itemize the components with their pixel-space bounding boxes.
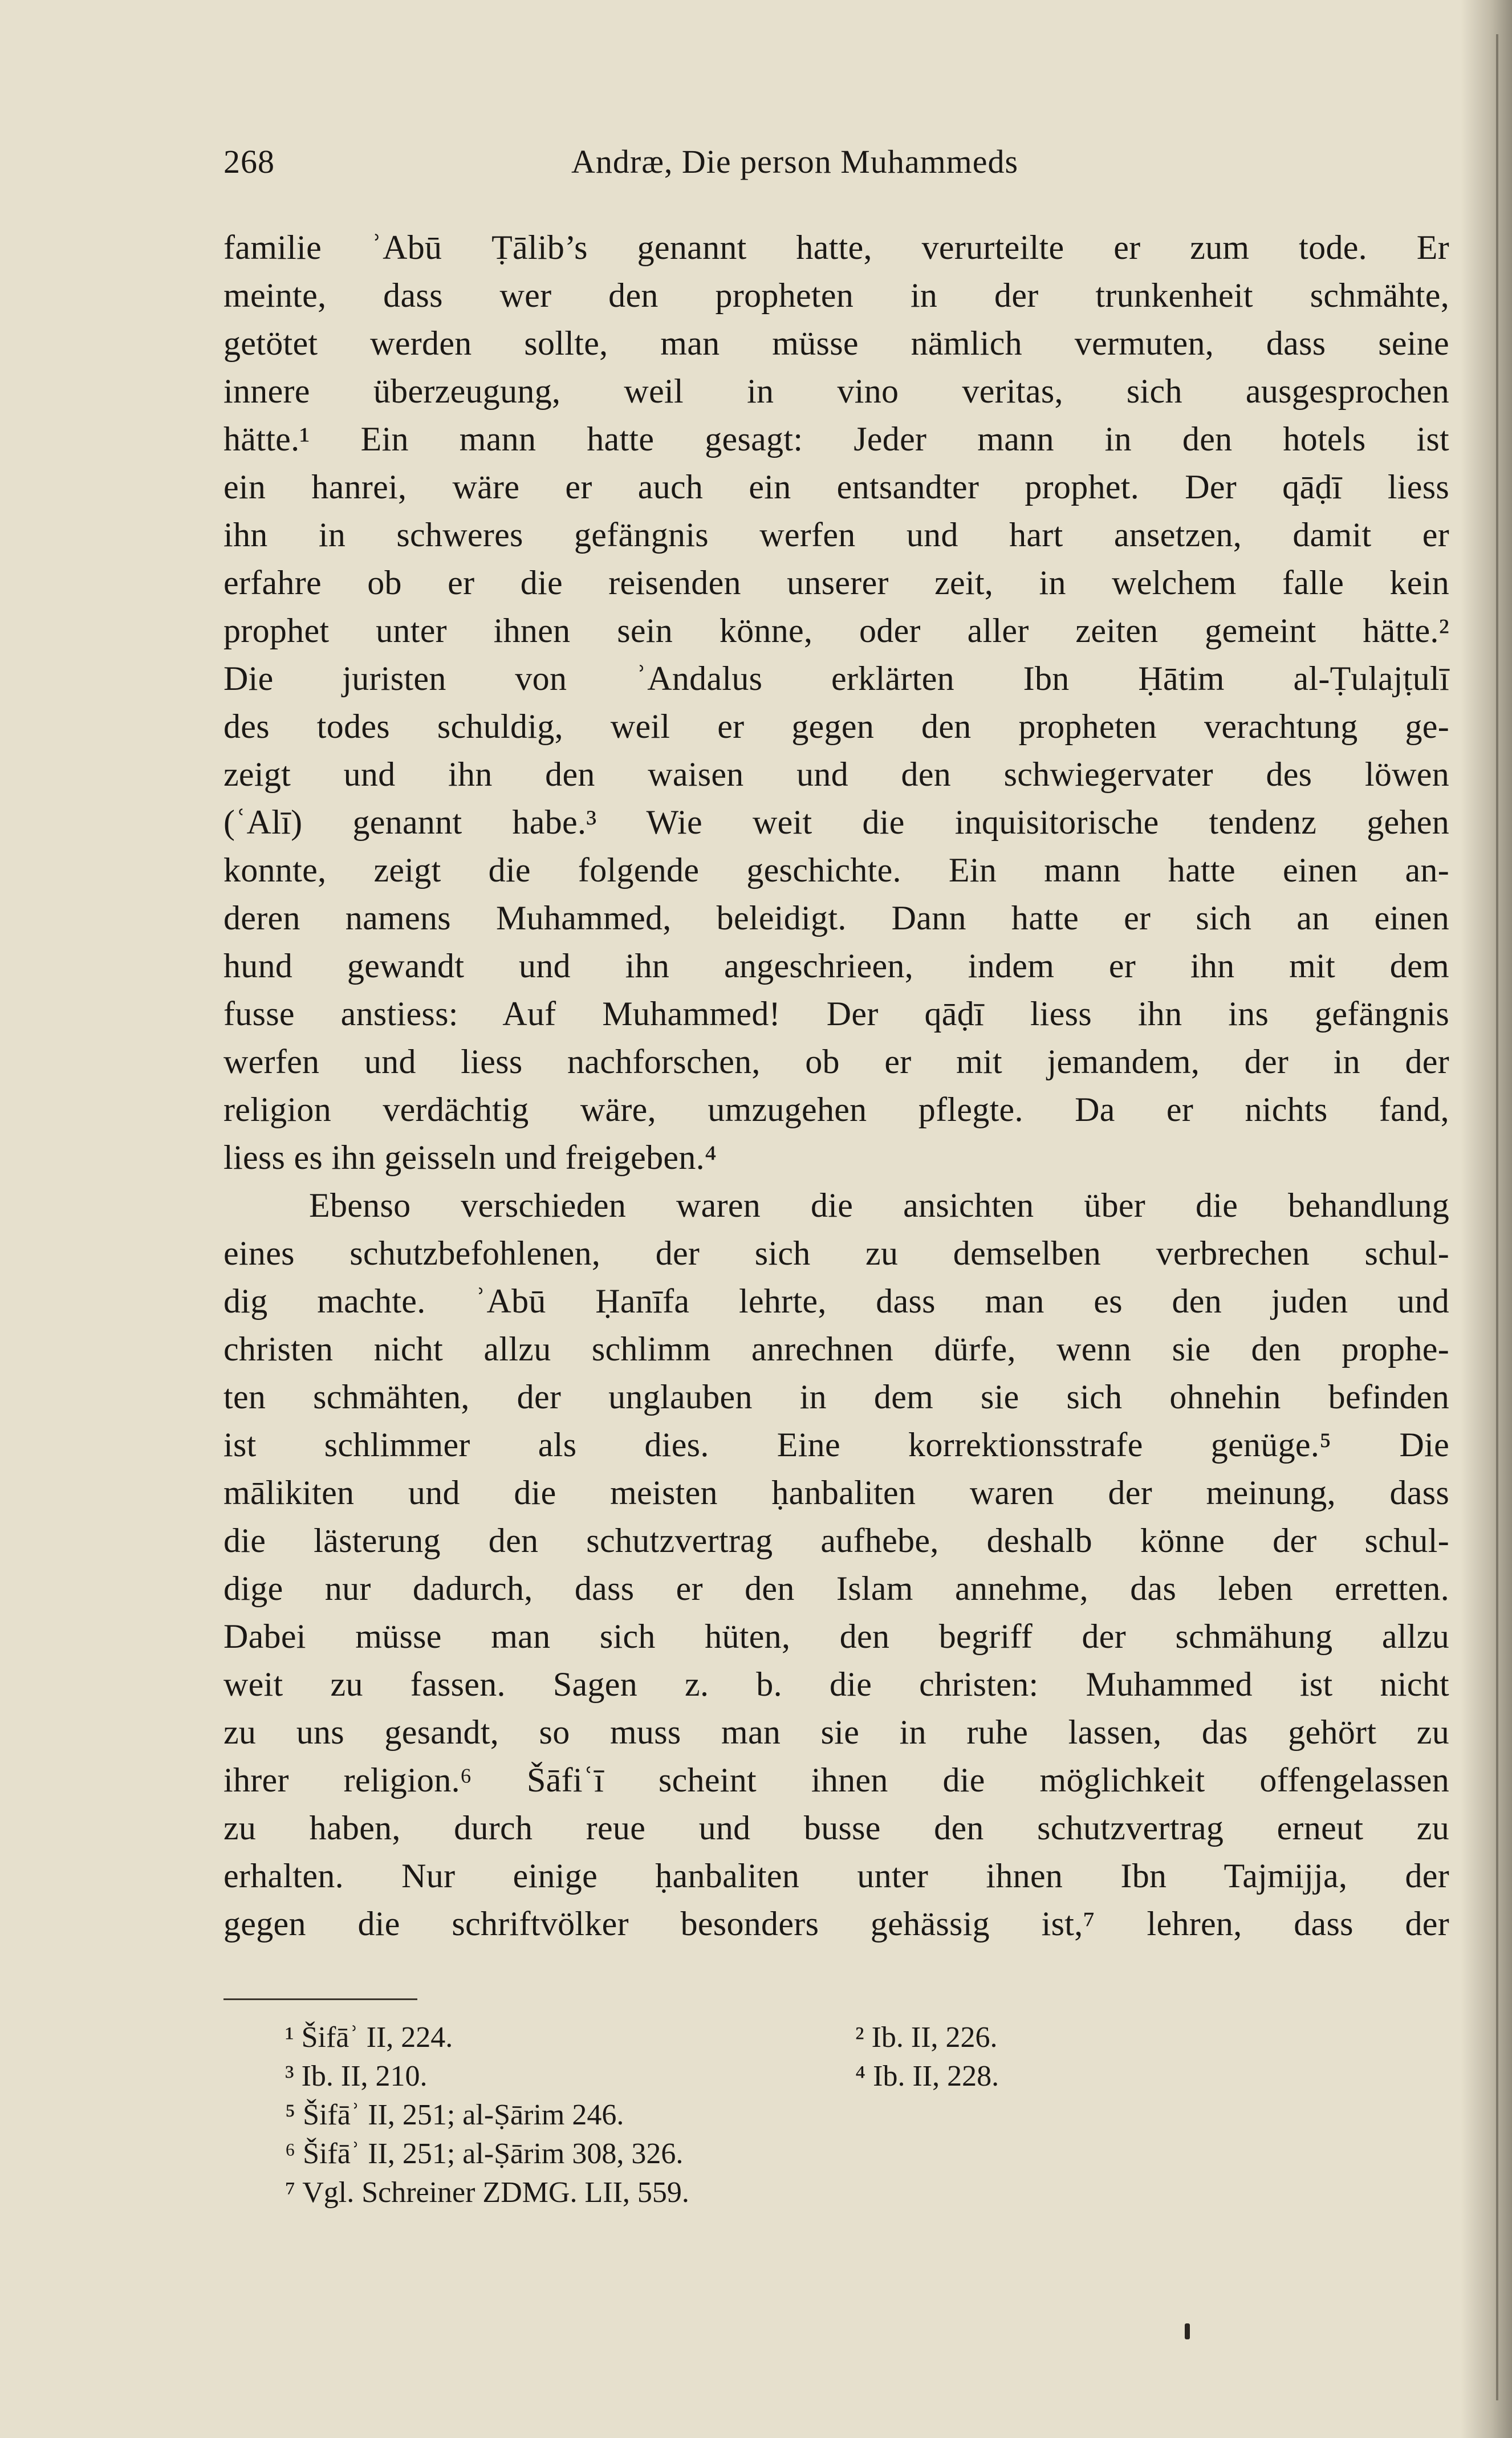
text-line: dige nur dadurch, dass er den Islam annehme, das leben erretten. <box>223 1570 1449 1607</box>
footnote-row <box>285 2057 1311 2096</box>
footnote-7: ⁷ Vgl. Schreiner ZDMG. LII, 559. <box>285 2176 689 2209</box>
text-line: ihn in schweres gefängnis werfen und hart ansetzen, damit er <box>223 516 1449 554</box>
text-line: mālikiten und die meisten ḥanbaliten waren der meinung, dass <box>223 1474 1449 1511</box>
footnote-row <box>285 2173 1311 2212</box>
footnote-row <box>285 2096 1311 2135</box>
footnote-4: ⁴ Ib. II, 228. <box>855 2060 999 2092</box>
text-line: zu haben, durch reue und busse den schutzvertrag erneut zu <box>223 1809 1449 1847</box>
text-line: Die juristen von ʾAndalus erklärten Ibn Ḥātim al-Ṭulajṭulī <box>223 660 1449 697</box>
text-line: hätte.¹ Ein mann hatte gesagt: Jeder mann in den hotels ist <box>223 420 1449 458</box>
footnote-2: ² Ib. II, 226. <box>855 2021 998 2054</box>
print-mark <box>1185 2323 1190 2339</box>
footnote-6: ⁶ Šifāʾ II, 251; al-Ṣārim 308, 326. <box>285 2138 684 2170</box>
text-line: getötet werden sollte, man müsse nämlich vermuten, dass seine <box>223 324 1449 362</box>
text-line: gegen die schriftvölker besonders gehässig ist,⁷ lehren, dass der <box>223 1905 1449 1943</box>
text-line: des todes schuldig, weil er gegen den propheten verachtung ge- <box>223 708 1449 745</box>
footnote-row <box>285 2018 1311 2057</box>
text-line: ein hanrei, wäre er auch ein entsandter prophet. Der qāḍī liess <box>223 468 1449 506</box>
text-line: konnte, zeigt die folgende geschichte. Ein mann hatte einen an- <box>223 851 1449 889</box>
text-line: Dabei müsse man sich hüten, den begriff der schmähung allzu <box>223 1618 1449 1655</box>
text-line: religion verdächtig wäre, umzugehen pflegte. Da er nichts fand, <box>223 1091 1449 1128</box>
text-line: deren namens Muhammed, beleidigt. Dann hatte er sich an einen <box>223 899 1449 937</box>
page-number: 268 <box>223 143 275 180</box>
text-line: dig machte. ʾAbū Ḥanīfa lehrte, dass man es den juden und <box>223 1282 1449 1320</box>
text-line: (ʿAlī) genannt habe.³ Wie weit die inquisitorische tendenz gehen <box>223 803 1449 841</box>
text-line: prophet unter ihnen sein könne, oder aller zeiten gemeint hätte.² <box>223 612 1449 649</box>
page-header <box>223 143 1461 188</box>
footnotes <box>285 2018 1311 2212</box>
text-line: erhalten. Nur einige ḥanbaliten unter ihnen Ibn Tajmijja, der <box>223 1857 1449 1895</box>
text-line: fusse anstiess: Auf Muhammed! Der qāḍī liess ihn ins gefängnis <box>223 995 1449 1033</box>
text-line: hund gewandt und ihn angeschrieen, indem er ihn mit dem <box>223 947 1449 985</box>
running-head: Andræ, Die person Muhammeds <box>571 143 1019 180</box>
text-line: ihrer religion.⁶ Šāfiʿī scheint ihnen die möglichkeit offengelassen <box>223 1761 1449 1799</box>
text-line: werfen und liess nachforschen, ob er mit jemandem, der in der <box>223 1043 1449 1080</box>
footnote-rule <box>223 1998 417 2000</box>
body-text <box>223 224 1449 1948</box>
text-line: weit zu fassen. Sagen z. b. die christen: Muhammed ist nicht <box>223 1665 1449 1703</box>
text-line: die lästerung den schutzvertrag aufhebe, deshalb könne der schul- <box>223 1522 1449 1559</box>
text-line: liess es ihn geisseln und freigeben.⁴ <box>223 1139 717 1176</box>
footnote-row <box>285 2135 1311 2173</box>
footnote-1: ¹ Šifāʾ II, 224. <box>285 2021 453 2054</box>
text-line: ten schmähten, der unglauben in dem sie sich ohnehin befinden <box>223 1378 1449 1416</box>
footnote-3: ³ Ib. II, 210. <box>285 2060 428 2092</box>
text-line: familie ʾAbū Ṭālib’s genannt hatte, verurteilte er zum tode. Er <box>223 229 1449 266</box>
text-line: zeigt und ihn den waisen und den schwiegervater des löwen <box>223 755 1449 793</box>
text-line: erfahre ob er die reisenden unserer zeit, in welchem falle kein <box>223 564 1449 602</box>
text-line: ist schlimmer als dies. Eine korrektionsstrafe genüge.⁵ Die <box>223 1426 1449 1464</box>
text-line: innere überzeugung, weil in vino veritas, sich ausgesprochen <box>223 372 1449 410</box>
page-edge-line <box>1496 34 1498 2400</box>
text-line: eines schutzbefohlenen, der sich zu demselben verbrechen schul- <box>223 1234 1449 1272</box>
page-edge-shadow <box>1461 0 1512 2438</box>
text-line: christen nicht allzu schlimm anrechnen dürfe, wenn sie den prophe- <box>223 1330 1449 1368</box>
text-line: zu uns gesandt, so muss man sie in ruhe lassen, das gehört zu <box>223 1713 1449 1751</box>
text-line: meinte, dass wer den propheten in der trunkenheit schmähte, <box>223 277 1449 314</box>
footnote-5: ⁵ Šifāʾ II, 251; al-Ṣārim 246. <box>285 2099 624 2131</box>
text-line: Ebenso verschieden waren die ansichten über die behandlung <box>309 1187 1449 1224</box>
